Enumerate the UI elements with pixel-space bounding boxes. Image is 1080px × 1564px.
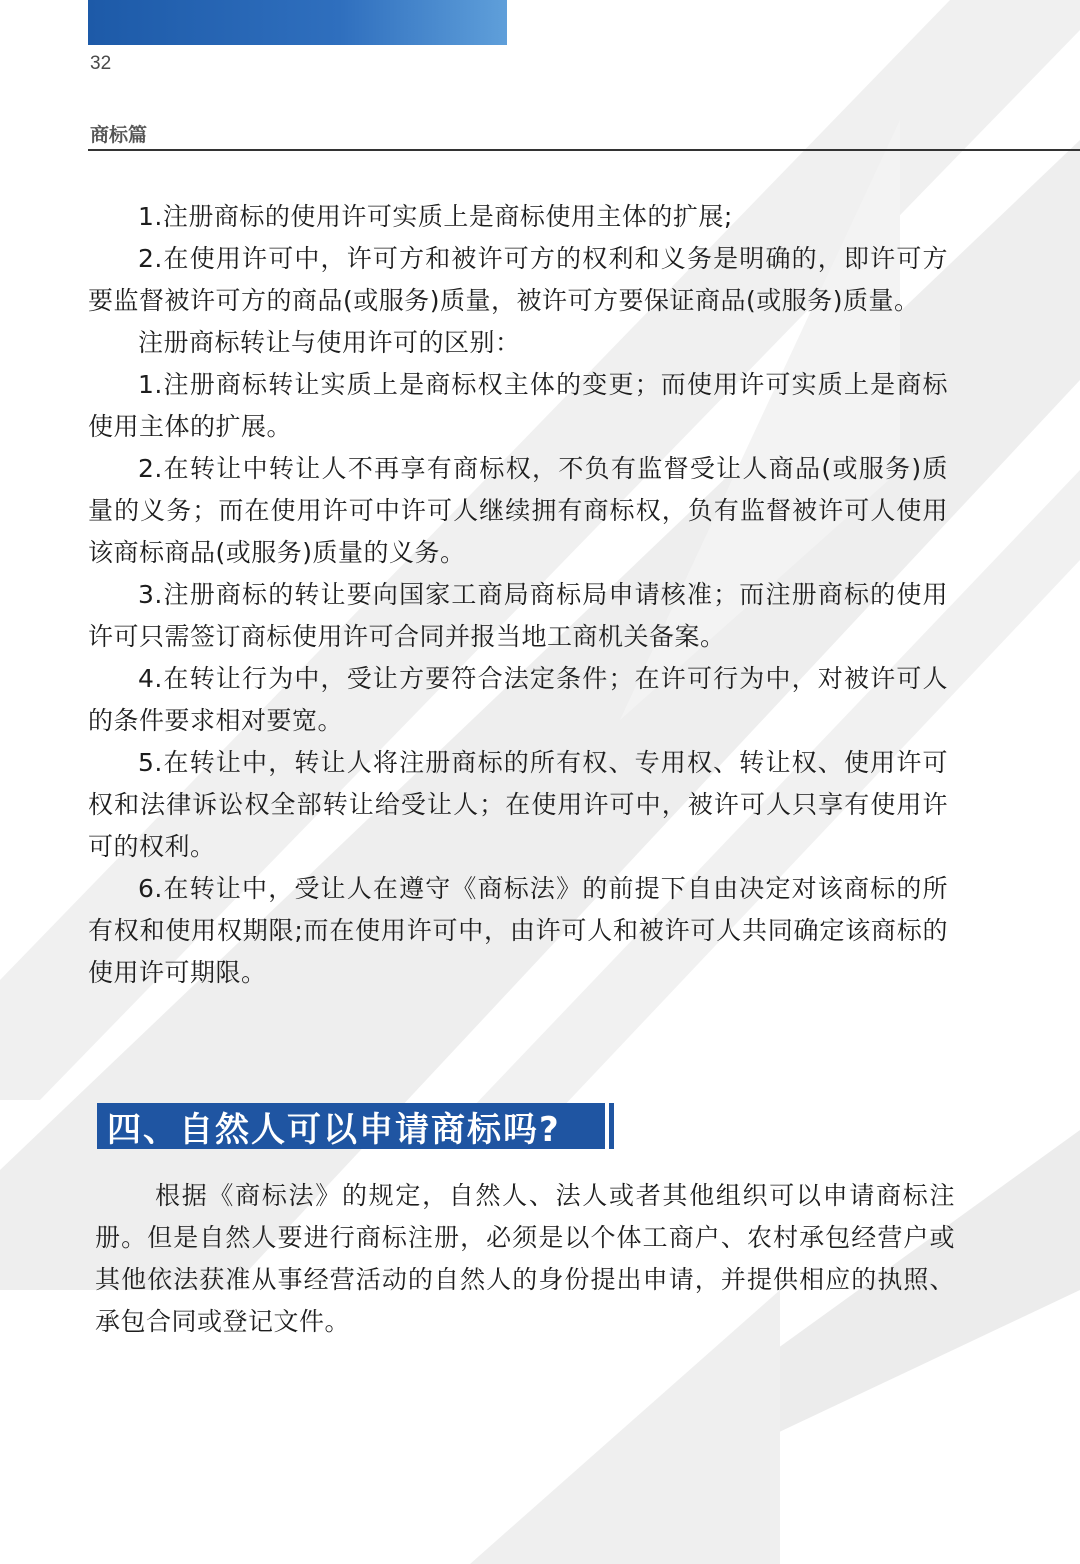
- paragraph: 6.在转让中，受让人在遵守《商标法》的前提下自由决定对该商标的所有权和使用权期限;而在使用许可中，由许可人和被许可人共同确定该商标的使用许可期限。: [88, 874, 948, 987]
- paragraph: 根据《商标法》的规定，自然人、法人或者其他组织可以申请商标注册。但是自然人要进行商标注册，必须是以个体工商户、农村承包经营户或其他依法获准从事经营活动的自然人的身份提出申请，并提供相应的执照、承包合同或登记文件。: [95, 1181, 955, 1336]
- header-color-bar: [88, 0, 507, 45]
- section-heading-accent: [609, 1103, 614, 1149]
- header-divider: [88, 149, 1080, 151]
- body-text: [88, 196, 948, 994]
- section-heading-text: 四、自然人可以申请商标吗?: [107, 1109, 561, 1150]
- paragraph: 4.在转让行为中，受让方要符合法定条件；在许可行为中，对被许可人的条件要求相对要宽。: [88, 664, 948, 735]
- paragraph: 2.在转让中转让人不再享有商标权，不负有监督受让人商品(或服务)质量的义务；而在使用许可中许可人继续拥有商标权，负有监督被许可人使用该商标商品(或服务)质量的义务。: [88, 454, 948, 567]
- section-heading: [97, 1103, 605, 1149]
- paragraph: 3.注册商标的转让要向国家工商局商标局申请核准；而注册商标的使用许可只需签订商标使用许可合同并报当地工商机关备案。: [88, 580, 948, 651]
- paragraph: 1.注册商标的使用许可实质上是商标使用主体的扩展;: [138, 202, 733, 231]
- page-number: 32: [90, 53, 112, 74]
- section-body: [95, 1175, 955, 1343]
- paragraph: 注册商标转让与使用许可的区别：: [138, 328, 521, 357]
- paragraph: 5.在转让中，转让人将注册商标的所有权、专用权、转让权、使用许可权和法律诉讼权全部转让给受让人；在使用许可中，被许可人只享有使用许可的权利。: [88, 748, 948, 861]
- paragraph: 2.在使用许可中，许可方和被许可方的权利和义务是明确的，即许可方要监督被许可方的商品(或服务)质量，被许可方要保证商品(或服务)质量。: [88, 244, 948, 315]
- section-title: 商标篇: [90, 124, 148, 146]
- paragraph: 1.注册商标转让实质上是商标权主体的变更；而使用许可实质上是商标使用主体的扩展。: [88, 370, 948, 441]
